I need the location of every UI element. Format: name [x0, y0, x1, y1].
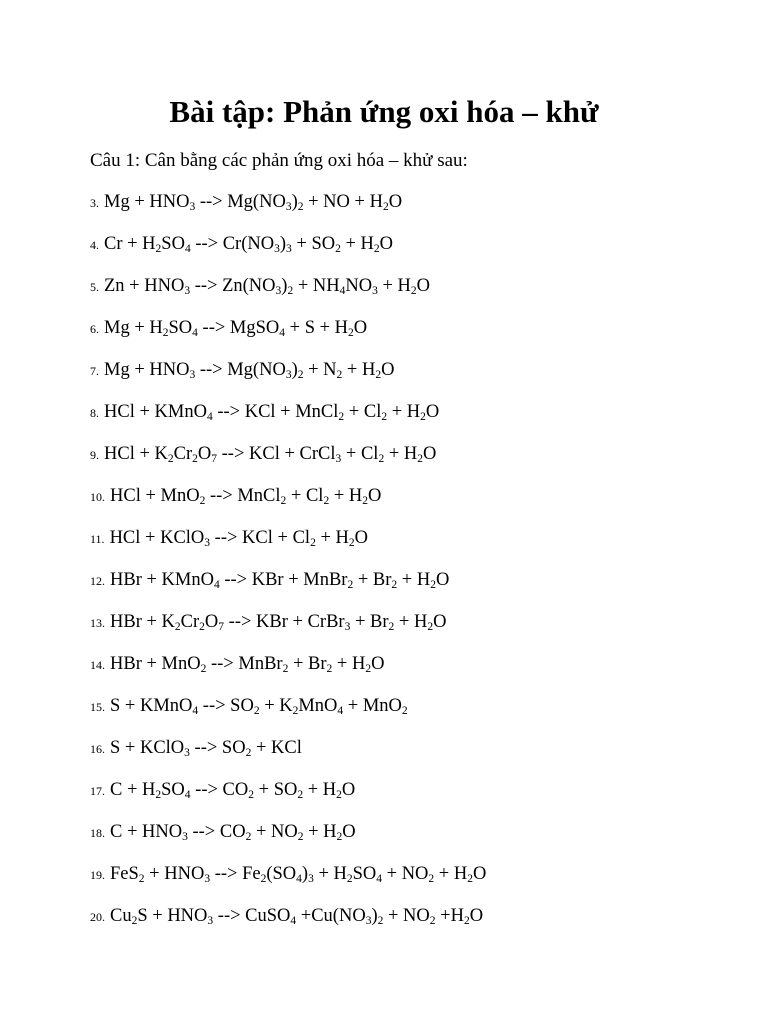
- equation-item: [90, 776, 486, 818]
- item-number: 5.: [90, 280, 99, 294]
- equation-text: $Cu_2S + HNO_3$ --> CuSO$_4$ $+Cu(NO_3)_2 + NO_2 +H_2O$: [110, 906, 484, 927]
- equation-text: HCl + MnO$_2$ --> MnCl$_2$ + $Cl_2 + H_2O$: [110, 486, 382, 507]
- page-title: Bài tập: Phản ứng oxi hóa – khử: [169, 94, 599, 129]
- equation-item: [90, 440, 486, 482]
- item-number: 7.: [90, 364, 99, 378]
- item-number: 14.: [90, 658, 105, 672]
- equation-text: S + KClO$_3$ --> $SO_2$ + KCl: [110, 738, 302, 759]
- item-number: 11.: [90, 532, 105, 546]
- equation-item: [90, 230, 486, 272]
- equation-item: [90, 314, 486, 356]
- equation-text: $Zn + HNO_3$ --> $Zn(NO_3)_2 + NH_4NO_3 + H_2O$: [104, 276, 430, 297]
- item-number: 16.: [90, 742, 105, 756]
- equation-item: [90, 734, 486, 776]
- equation-list: [90, 188, 486, 944]
- equation-text: $Cr + H_2SO_4$ --> $Cr(NO_3)_3 + SO_2 + H_2O$: [104, 234, 394, 255]
- item-number: 8.: [90, 406, 99, 420]
- item-number: 13.: [90, 616, 105, 630]
- equation-item: [90, 608, 486, 650]
- equation-item: [90, 188, 486, 230]
- equation-item: [90, 398, 486, 440]
- equation-text: HBr + $K_2Cr_2O_7$ --> KBr + CrBr$_3$ + $Br_2 + H_2O$: [110, 612, 447, 633]
- equation-item: [90, 692, 486, 734]
- equation-text: S + KMnO$_4$ --> $SO_2 + K_2MnO_4 + MnO_2$: [110, 696, 408, 717]
- item-number: 4.: [90, 238, 99, 252]
- equation-text: $Mg + HNO_3$ --> $Mg(NO_3)_2 + N_2 + H_2O$: [104, 360, 395, 381]
- item-number: 10.: [90, 490, 105, 504]
- equation-item: [90, 818, 486, 860]
- equation-item: [90, 272, 486, 314]
- equation-text: $C + HNO_3$ --> $CO_2 + NO_2 + H_2O$: [110, 822, 356, 843]
- equation-item: [90, 356, 486, 398]
- item-number: 9.: [90, 448, 99, 462]
- equation-item: [90, 650, 486, 692]
- item-number: 18.: [90, 826, 105, 840]
- equation-item: [90, 524, 486, 566]
- equation-text: HBr + MnO$_2$ --> MnBr$_2$ + $Br_2 + H_2O$: [110, 654, 385, 675]
- question-heading: Câu 1: Cân bằng các phản ứng oxi hóa – khử sau:: [90, 150, 468, 171]
- equation-text: $C + H_2SO_4$ --> $CO_2 + SO_2 + H_2O$: [110, 780, 356, 801]
- equation-text: HCl + KMnO$_4$ --> KCl + MnCl$_2$ + $Cl_2 + H_2O$: [104, 402, 440, 423]
- equation-text: $FeS_2 + HNO_3$ --> $Fe_2(SO_4)_3 + H_2SO_4 + NO_2 + H_2O$: [110, 864, 487, 885]
- item-number: 19.: [90, 868, 105, 882]
- item-number: 17.: [90, 784, 105, 798]
- item-number: 15.: [90, 700, 105, 714]
- item-number: 20.: [90, 910, 105, 924]
- equation-text: HCl + $K_2Cr_2O_7$ --> KCl + CrCl$_3$ + $Cl_2 + H_2O$: [104, 444, 437, 465]
- equation-item: [90, 860, 486, 902]
- item-number: 12.: [90, 574, 105, 588]
- equation-text: HBr + KMnO$_4$ --> KBr + MnBr$_2$ + $Br_2 + H_2O$: [110, 570, 450, 591]
- equation-text: $Mg + HNO_3$ --> $Mg(NO_3)_2$ + NO + $H_2O$: [104, 192, 403, 213]
- equation-item: [90, 902, 486, 944]
- equation-text: $Mg + H_2SO_4$ --> MgSO$_4$ + $S + H_2O$: [104, 318, 368, 339]
- equation-item: [90, 482, 486, 524]
- equation-text: HCl + KClO$_3$ --> KCl + $Cl_2 + H_2O$: [109, 528, 368, 549]
- equation-item: [90, 566, 486, 608]
- item-number: 6.: [90, 322, 99, 336]
- item-number: 3.: [90, 196, 99, 210]
